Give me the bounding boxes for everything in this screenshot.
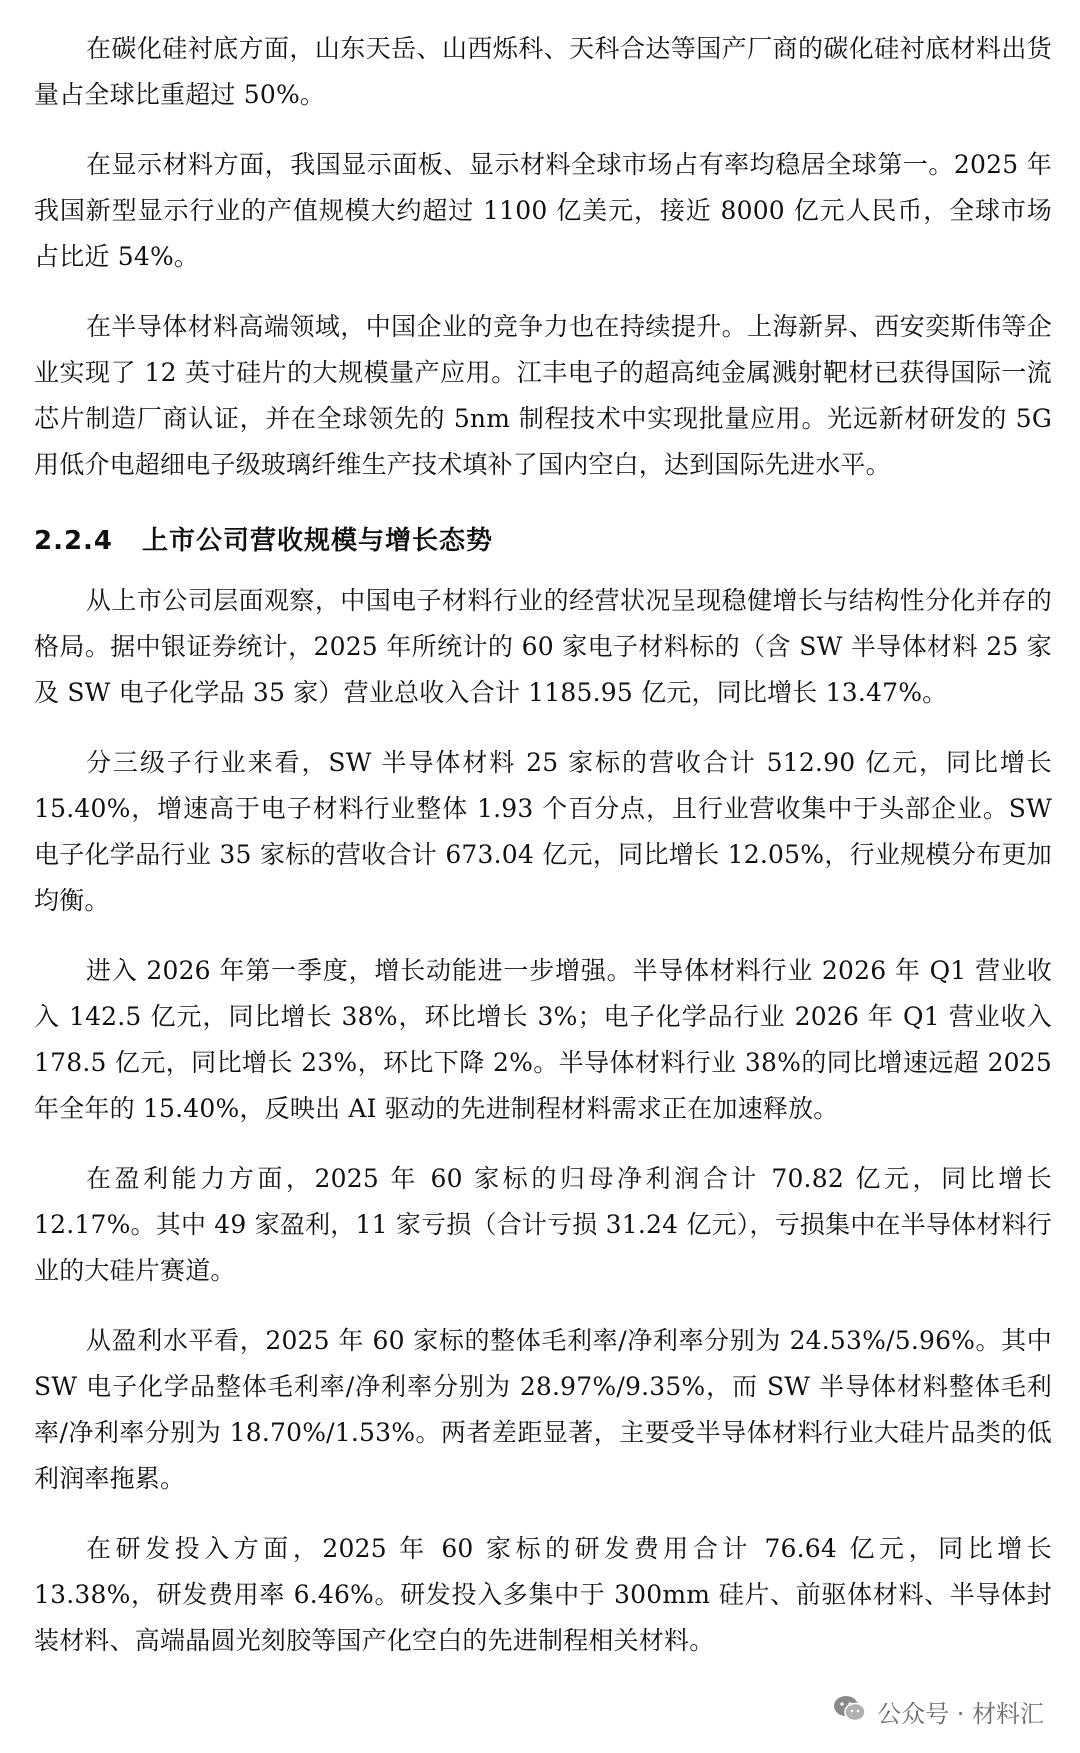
section-number: 2.2.4 <box>34 526 114 556</box>
paragraph-margins: 从盈利水平看，2025 年 60 家标的整体毛利率/净利率分别为 24.53%/5.96%。其中 SW 电子化学品整体毛利率/净利率分别为 28.97%/9.35%，而 SW 半导体材料整体毛利率/净利率分别为 18.70%/1.53%。两者差距显著，主要受半导体材料行业大硅片品类的低利润率拖累。 <box>34 1326 1052 1493</box>
wechat-icon <box>833 1695 877 1729</box>
paragraph-listed-companies: 从上市公司层面观察，中国电子材料行业的经营状况呈现稳健增长与结构性分化并存的格局。据中银证券统计，2025 年所统计的 60 家电子材料标的（含 SW 半导体材料 25 家及 SW 电子化学品 35 家）营业总收入合计 1185.95 亿元，同比增长 13.47%。 <box>34 586 1052 707</box>
paragraph-sub-industries: 分三级子行业来看，SW 半导体材料 25 家标的营收合计 512.90 亿元，同比增长 15.40%，增速高于电子材料行业整体 1.93 个百分点，且行业营收集中于头部企业。SW 电子化学品行业 35 家标的营收合计 673.04 亿元，同比增长 12.05%，行业规模分布更加均衡。 <box>34 748 1052 915</box>
section-title: 上市公司营收规模与增长态势 <box>142 526 494 556</box>
paragraph-profitability: 在盈利能力方面，2025 年 60 家标的归母净利润合计 70.82 亿元，同比增长 12.17%。其中 49 家盈利，11 家亏损（合计亏损 31.24 亿元），亏损集中在半导体材料行业的大硅片赛道。 <box>34 1164 1052 1285</box>
paragraph-rd-investment: 在研发投入方面，2025 年 60 家标的研发费用合计 76.64 亿元，同比增长 13.38%，研发费用率 6.46%。研发投入多集中于 300mm 硅片、前驱体材料、半导体封装材料、高端晶圆光刻胶等国产化空白的先进制程相关材料。 <box>34 1534 1052 1655</box>
paragraph-sic-substrate: 在碳化硅衬底方面，山东天岳、山西烁科、天科合达等国产厂商的碳化硅衬底材料出货量占全球比重超过 50%。 <box>34 34 1052 109</box>
watermark <box>825 1690 1052 1733</box>
watermark-text: 公众号 · 材料汇 <box>877 1700 1044 1728</box>
paragraph-display-materials: 在显示材料方面，我国显示面板、显示材料全球市场占有率均稳居全球第一。2025 年我国新型显示行业的产值规模大约超过 1100 亿美元，接近 8000 亿元人民币，全球市场占比近 54%。 <box>34 150 1052 271</box>
section-heading <box>34 518 1052 564</box>
paragraph-q1-2026: 进入 2026 年第一季度，增长动能进一步增强。半导体材料行业 2026 年 Q1 营业收入 142.5 亿元，同比增长 38%，环比增长 3%；电子化学品行业 2026 年 Q1 营业收入 178.5 亿元，同比增长 23%，环比下降 2%。半导体材料行业 38%的同比增速远超 2025 年全年的 15.40%，反映出 AI 驱动的先进制程材料需求正在加速释放。 <box>34 956 1052 1123</box>
document-page <box>34 26 1052 1688</box>
paragraph-semiconductor-high-end: 在半导体材料高端领域，中国企业的竞争力也在持续提升。上海新昇、西安奕斯伟等企业实现了 12 英寸硅片的大规模量产应用。江丰电子的超高纯金属溅射靶材已获得国际一流芯片制造厂商认证，并在全球领先的 5nm 制程技术中实现批量应用。光远新材研发的 5G 用低介电超细电子级玻璃纤维生产技术填补了国内空白，达到国际先进水平。 <box>34 312 1052 479</box>
